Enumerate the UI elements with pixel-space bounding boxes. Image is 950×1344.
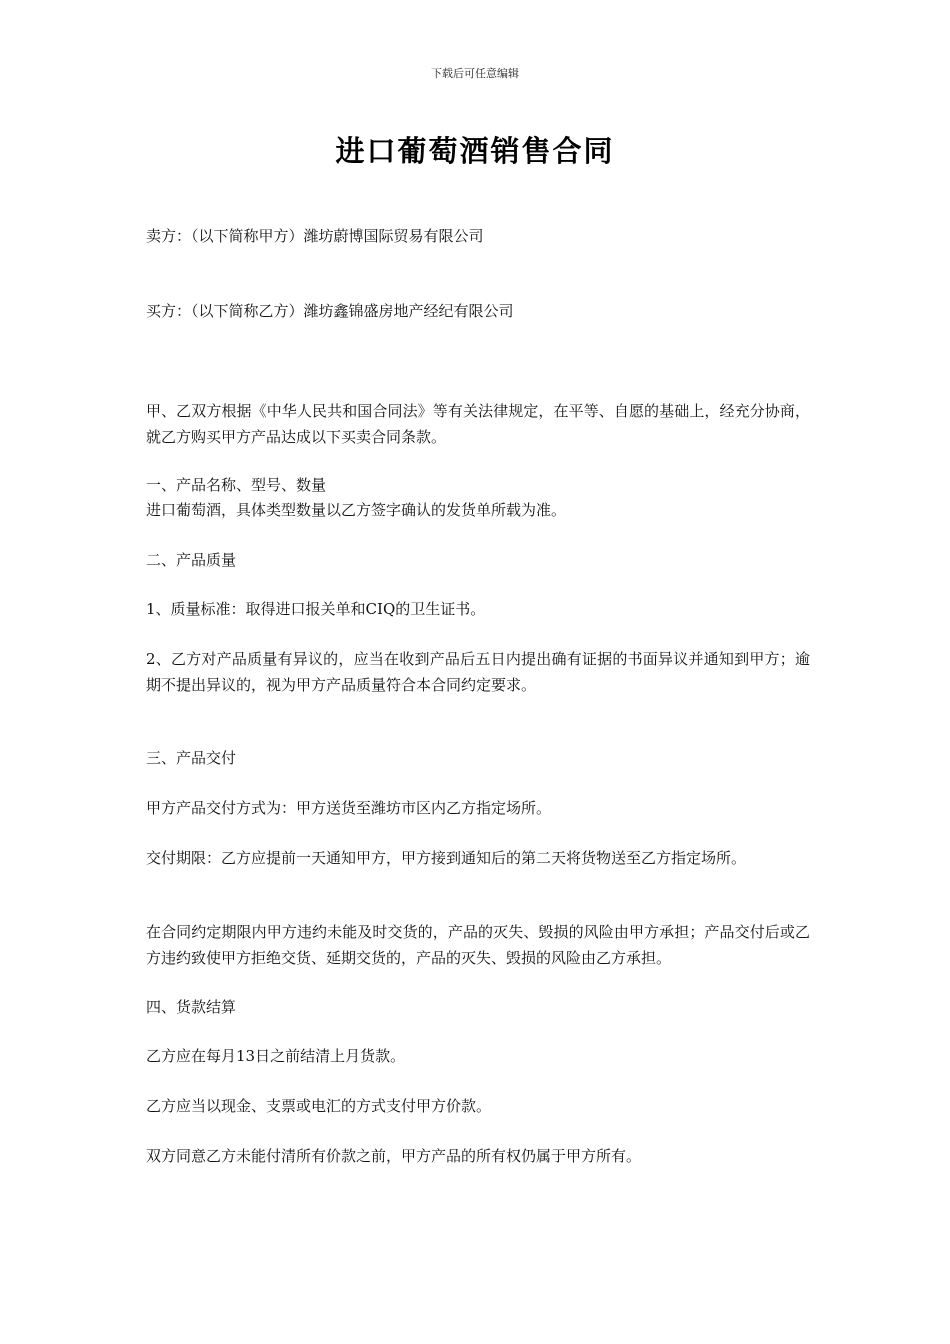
- buyer-line: 买方：（以下简称乙方）潍坊鑫锦盛房地产经纪有限公司: [146, 302, 514, 320]
- header-note: 下载后可任意编辑: [431, 67, 519, 80]
- section2-item1: 1、质量标准：取得进口报关单和CIQ的卫生证书。: [146, 600, 486, 618]
- section2-heading: 二、产品质量: [146, 551, 237, 569]
- section2-item2: 2、乙方对产品质量有异议的，应当在收到产品后五日内提出确有证据的书面异议并通知到甲方；逾期不提出异议的，视为甲方产品质量符合本合同约定要求。: [146, 650, 810, 694]
- section3-heading: 三、产品交付: [146, 749, 237, 767]
- section4-p3: 双方同意乙方未能付清所有价款之前，甲方产品的所有权仍属于甲方所有。: [146, 1147, 642, 1165]
- section3-deadline: 交付期限：乙方应提前一天通知甲方，甲方接到通知后的第二天将货物送至乙方指定场所。: [146, 849, 747, 867]
- document-title: 进口葡萄酒销售合同: [335, 134, 615, 168]
- section4-heading: 四、货款结算: [146, 998, 237, 1016]
- section4-p2: 乙方应当以现金、支票或电汇的方式支付甲方价款。: [146, 1097, 492, 1115]
- section3-method: 甲方产品交付方式为：甲方送货至潍坊市区内乙方指定场所。: [146, 799, 552, 817]
- section4-p1: 乙方应在每月13日之前结清上月货款。: [146, 1047, 406, 1065]
- intro-paragraph: 甲、乙双方根据《中华人民共和国合同法》等有关法律规定，在平等、自愿的基础上，经充分协商，就乙方购买甲方产品达成以下买卖合同条款。: [146, 402, 810, 446]
- seller-line: 卖方：（以下简称甲方）潍坊蔚博国际贸易有限公司: [146, 227, 484, 245]
- section1-body: 进口葡萄酒，具体类型数量以乙方签字确认的发货单所载为准。: [146, 501, 567, 519]
- section1-heading: 一、产品名称、型号、数量: [146, 476, 327, 494]
- section3-risk: 在合同约定期限内甲方违约未能及时交货的，产品的灭失、毁损的风险由甲方承担；产品交付后或乙方违约致使甲方拒绝交货、延期交货的，产品的灭失、毁损的风险由乙方承担。: [146, 923, 810, 967]
